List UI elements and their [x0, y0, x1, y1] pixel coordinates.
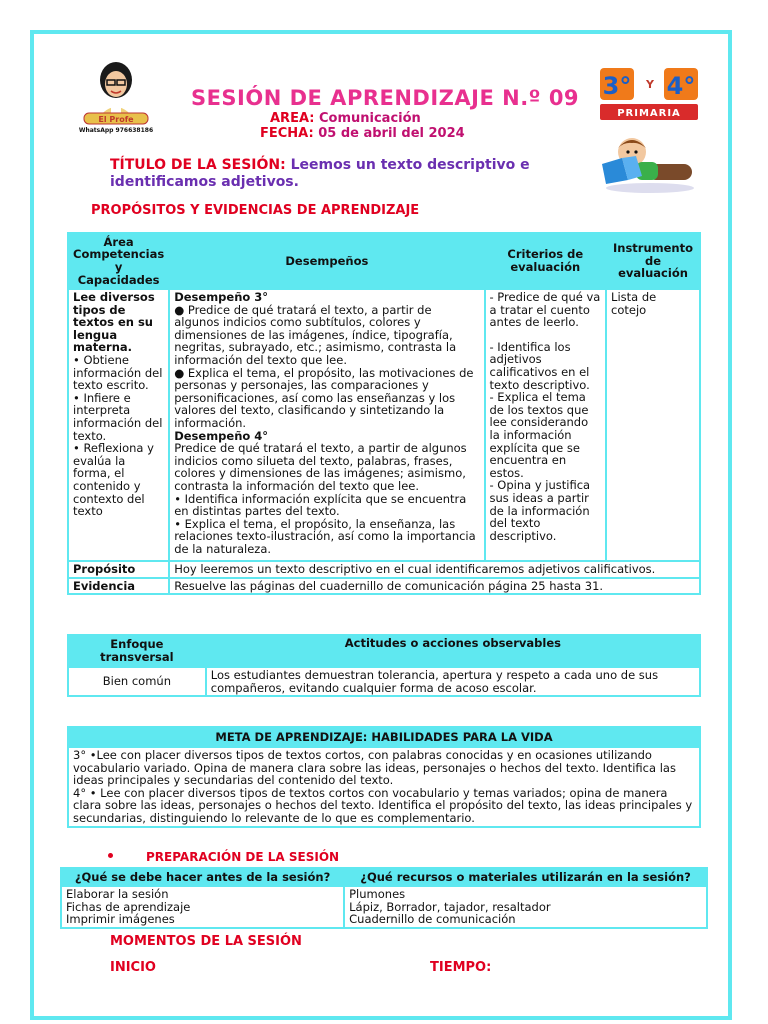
- enfoque-value: Bien común: [68, 667, 206, 696]
- propositos-table: [67, 232, 701, 595]
- session-title-value: Leemos un texto descriptivo e identificamos adjetivos.: [110, 157, 530, 190]
- logo-left-text: El Profe: [98, 115, 134, 124]
- meta-grade4: 4° • Lee con placer diversos tipos de textos cortos con vocabulario y temas variados; opina de manera clara sobre las ideas, personajes o hechos del texto. Identifica el propósito del texto, las ideas principales y secundarias, distinguiendo lo relevante de lo que es complementario.: [73, 785, 693, 825]
- proposito-label: Propósito: [68, 561, 169, 578]
- area-label: AREA:: [270, 111, 315, 126]
- meta-grade3: 3° •Lee con placer diversos tipos de textos cortos, con palabras conocidas y en ocasiones utilizando vocabulario variado. Opina de manera clara sobre las ideas, personajes o hechos del texto. Identifica las ideas principales y secundarias del contenido del texto.: [73, 748, 676, 788]
- antes-item: Elaborar la sesión: [66, 887, 169, 901]
- reading-child-icon: [598, 130, 698, 194]
- momentos-heading: MOMENTOS DE LA SESIÓN: [110, 934, 302, 949]
- desempeno3-item: ● Predice de qué tratará el texto, a partir de algunos indicios como subtítulos, colores y dimensiones de las imágenes, índice, tipografía, negritas, subrayado, etc.; asimismo, contrasta la información del texto que lee.: [174, 302, 457, 367]
- criterio-item: - Explica el tema de los textos que lee considerando la información explícita que se encuentra en estos.: [489, 390, 589, 480]
- competencia-title: Lee diversos tipos de textos en su lengua materna.: [73, 290, 155, 355]
- antes-item: Fichas de aprendizaje: [66, 899, 191, 914]
- fecha-label: FECHA:: [260, 126, 314, 141]
- criterio-item: - Predice de qué va a tratar el cuento antes de leerlo.: [489, 290, 601, 330]
- area-value: Comunicación: [318, 111, 421, 126]
- capacidad-item: • Infiere e interpreta información del texto.: [73, 390, 163, 443]
- competencia-cell: [68, 289, 169, 561]
- evidencia-label: Evidencia: [68, 578, 169, 595]
- evidencia-value: Resuelve las páginas del cuadernillo de comunicación página 25 hasta 31.: [169, 578, 700, 595]
- proposito-value: Hoy leeremos un texto descriptivo en el cual identificaremos adjetivos calificativos.: [169, 561, 700, 578]
- recursos-cell: [344, 886, 707, 928]
- header-criterios: Criterios de evaluación: [485, 233, 607, 289]
- recurso-item: Cuadernillo de comunicación: [349, 912, 516, 927]
- header-instrumento: Instrumento de evaluación: [606, 233, 700, 289]
- recurso-item: Lápiz, Borrador, tajador, resaltador: [349, 899, 551, 914]
- tiempo-label: TIEMPO:: [430, 960, 492, 975]
- logo-level: PRIMARIA: [617, 108, 681, 119]
- logo-grade4: 4°: [666, 72, 696, 100]
- header-recursos: ¿Qué recursos o materiales utilizarán en la sesión?: [344, 868, 707, 886]
- preparacion-heading: PREPARACIÓN DE LA SESIÓN: [146, 850, 340, 864]
- desempeno3-label: Desempeño 3°: [174, 290, 269, 304]
- criterio-item: - Opina y justifica sus ideas a partir de la información del texto descriptivo.: [489, 478, 591, 543]
- logo-grade3: 3°: [602, 72, 632, 100]
- session-title-label: TÍTULO DE LA SESIÓN:: [110, 157, 286, 173]
- header-desempenos: Desempeños: [169, 233, 484, 289]
- meta-table: [67, 726, 701, 828]
- header-meta: META DE APRENDIZAJE: HABILIDADES PARA LA VIDA: [68, 727, 700, 747]
- desempeno4-label: Desempeño 4°: [174, 428, 269, 443]
- antes-cell: [61, 886, 344, 928]
- logo-left-sub: WhatsApp 976638186: [78, 127, 154, 134]
- fecha-line: [260, 126, 465, 141]
- desempeno4-item: • Identifica información explícita que se encuentra en distintas partes del texto.: [174, 491, 467, 519]
- page-title: SESIÓN DE APRENDIZAJE N.º 09: [190, 86, 580, 110]
- recurso-item: Plumones: [349, 887, 406, 901]
- propositos-heading: PROPÓSITOS Y EVIDENCIAS DE APRENDIZAJE: [91, 203, 420, 218]
- actitudes-value: Los estudiantes demuestran tolerancia, apertura y respeto a cada uno de sus compañeros, evitando cualquier forma de acoso escolar.: [206, 667, 700, 696]
- criterio-item: - Identifica los adjetivos calificativos en el texto descriptivo.: [489, 339, 590, 392]
- logo-y: Y: [646, 78, 654, 91]
- bullet-dot: [108, 853, 113, 858]
- preparacion-table: [60, 867, 708, 929]
- capacidad-item: • Reflexiona y evalúa la forma, el contenido y contexto del texto: [73, 441, 154, 519]
- enfoque-table: [67, 634, 701, 697]
- instrumento-cell: Lista de cotejo: [606, 289, 700, 561]
- header-area: Área Competencias y Capacidades: [68, 233, 169, 289]
- criterios-cell: [485, 289, 607, 561]
- teacher-logo-icon: [78, 58, 154, 136]
- fecha-value: 05 de abril del 2024: [318, 126, 465, 141]
- area-line: [270, 111, 421, 126]
- header-actitudes: Actitudes o acciones observables: [206, 635, 700, 667]
- header-antes: ¿Qué se debe hacer antes de la sesión?: [61, 868, 344, 886]
- desempeno4-item: Predice de qué tratará el texto, a partir de algunos indicios como silueta del texto, palabras, frases, colores y dimensiones de las imágenes; asimismo, contrasta la información del texto que lee.: [174, 441, 467, 493]
- session-title: [110, 157, 580, 191]
- antes-item: Imprimir imágenes: [66, 912, 175, 927]
- capacidad-item: • Obtiene información del texto escrito.: [73, 352, 163, 393]
- desempeno3-item: ● Explica el tema, el propósito, las motivaciones de personas y personajes, las comparaciones y personificaciones, así como las enseñanzas y los valores del texto, clasificando y sintetizando la información.: [174, 365, 474, 430]
- inicio-label: INICIO: [110, 960, 156, 975]
- meta-cell: [68, 747, 700, 827]
- desempenos-cell: [169, 289, 484, 561]
- header-enfoque: Enfoque transversal: [68, 635, 206, 667]
- desempeno4-item: • Explica el tema, el propósito, la enseñanza, las relaciones texto-ilustración, así como la importancia de la naturaleza.: [174, 516, 476, 556]
